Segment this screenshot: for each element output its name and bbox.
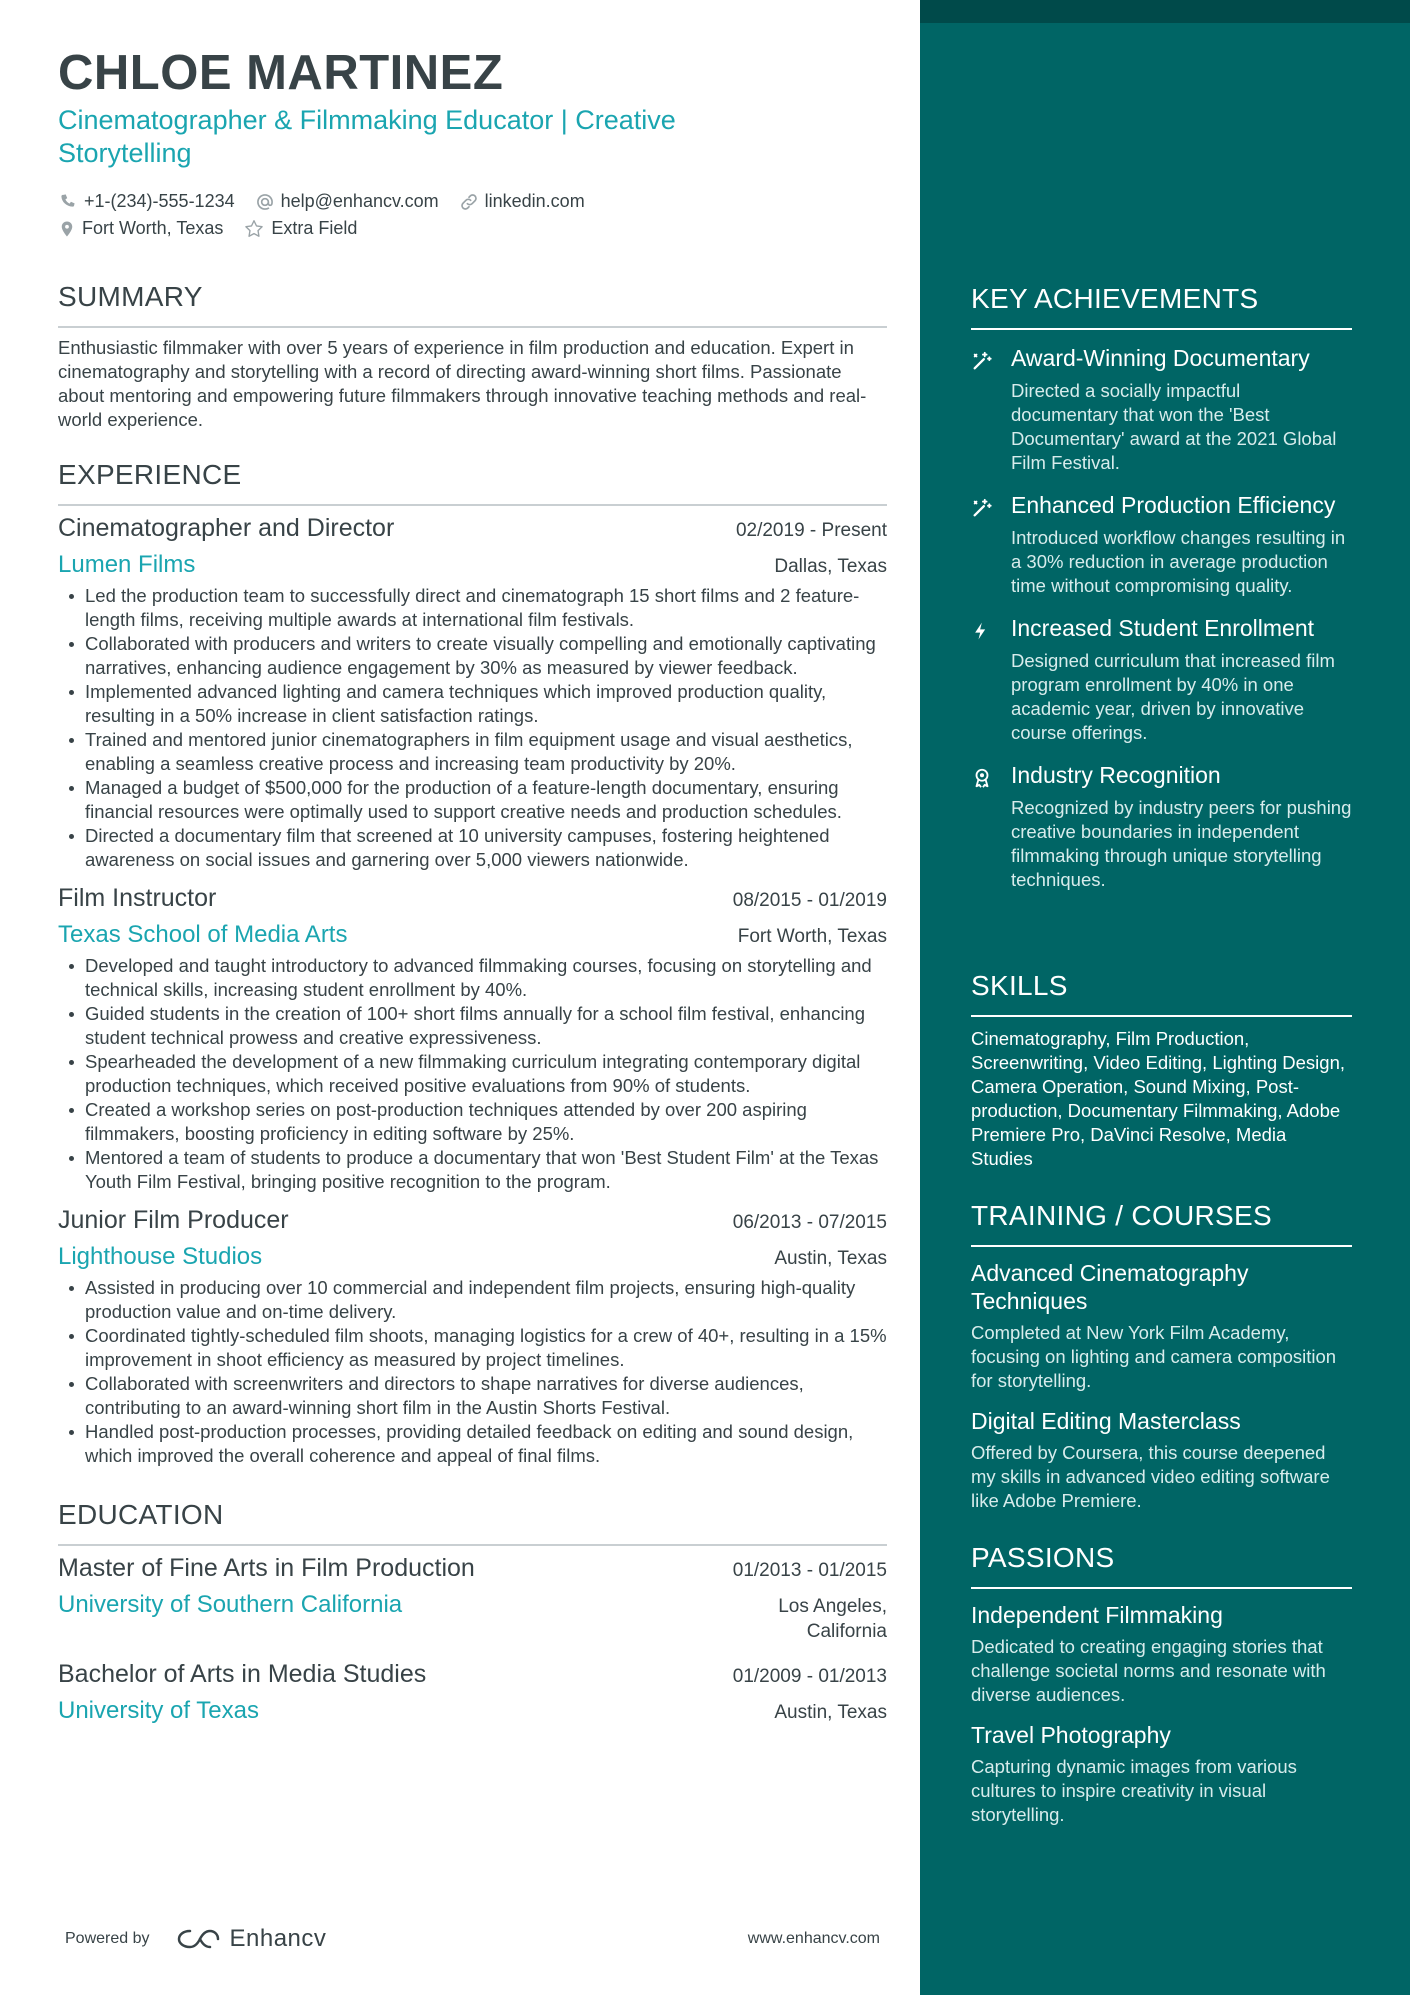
achievement-title: Industry Recognition bbox=[1011, 762, 1221, 788]
section-title-education: EDUCATION bbox=[58, 1498, 887, 1546]
phone-icon bbox=[58, 192, 78, 212]
passions-section bbox=[971, 1541, 1352, 1827]
education-entry bbox=[58, 1658, 887, 1726]
job-entry bbox=[58, 882, 887, 1194]
extra-field-contact bbox=[243, 218, 357, 240]
bullet-item: Coordinated tightly-scheduled film shoots, managing logistics for a crew of 40+, resulting in a 15% improvement in shoot efficiency as measured by project timelines. bbox=[58, 1324, 887, 1372]
job-bullets bbox=[58, 1276, 887, 1468]
summary-section bbox=[58, 280, 887, 432]
bullet-item: Mentored a team of students to produce a documentary that won 'Best Student Film' at the Texas Youth Film Festival, bringing positive recognition to the program. bbox=[58, 1146, 887, 1194]
achievement-desc: Recognized by industry peers for pushing creative boundaries in independent filmmaking through unique storytelling techniques. bbox=[1011, 797, 1352, 890]
job-header bbox=[58, 882, 887, 914]
school-name: University of Texas bbox=[58, 1697, 259, 1724]
magic-wand-icon bbox=[971, 491, 1011, 598]
bullet-item: Led the production team to successfully direct and cinematograph 15 short films and 2 feature-length films, receiving multiple awards at international film festivals. bbox=[58, 584, 887, 632]
company-name: Texas School of Media Arts bbox=[58, 921, 348, 948]
bullet-item: Spearheaded the development of a new filmmaking curriculum integrating contemporary digital production techniques, which received positive evaluations from 90% of students. bbox=[58, 1050, 887, 1098]
enhancv-logo-icon bbox=[176, 1927, 222, 1951]
education-location bbox=[778, 1594, 887, 1644]
job-title: Cinematographer and Director bbox=[58, 514, 395, 542]
brand-name: Enhancv bbox=[229, 1925, 327, 1952]
main-column bbox=[58, 44, 887, 1726]
location-text: Fort Worth, Texas bbox=[82, 218, 224, 238]
company-name: Lumen Films bbox=[58, 551, 196, 578]
phone-text: +1-(234)-555-1234 bbox=[84, 191, 235, 211]
job-date: 02/2019 - Present bbox=[735, 520, 887, 541]
link-icon bbox=[459, 192, 479, 212]
training-desc: Completed at New York Film Academy, focusing on lighting and camera composition for storytelling. bbox=[971, 1322, 1337, 1391]
education-location: Austin, Texas bbox=[774, 1702, 887, 1723]
section-title-summary: SUMMARY bbox=[58, 280, 887, 328]
candidate-name: CHLOE MARTINEZ bbox=[58, 46, 504, 100]
achievement-title: Enhanced Production Efficiency bbox=[1011, 492, 1336, 518]
job-date: 08/2015 - 01/2019 bbox=[732, 890, 887, 911]
achievement-desc: Directed a socially impactful documentary that won the 'Best Documentary' award at the 2021 Global Film Festival. bbox=[1011, 380, 1337, 473]
company-name: Lighthouse Studios bbox=[58, 1243, 263, 1270]
job-location: Fort Worth, Texas bbox=[737, 926, 887, 947]
linkedin-contact[interactable] bbox=[459, 191, 585, 212]
bullet-item: Collaborated with producers and writers to create visually compelling and emotionally captivating narratives, enhancing audience engagement by 30% as measured by viewer feedback. bbox=[58, 632, 887, 680]
training-title: Advanced Cinematography Techniques bbox=[971, 1260, 1249, 1314]
bullet-item: Trained and mentored junior cinematographers in film equipment usage and visual aesthetics, enabling a seamless creative process and increasing team productivity by 20%. bbox=[58, 728, 887, 776]
education-section bbox=[58, 1498, 887, 1726]
passion-desc: Dedicated to creating engaging stories that challenge societal norms and resonate with diverse audiences. bbox=[971, 1636, 1326, 1705]
achievement-desc: Designed curriculum that increased film program enrollment by 40% in one academic year, driven by innovative course offerings. bbox=[1011, 650, 1335, 743]
training-title: Digital Editing Masterclass bbox=[971, 1408, 1241, 1434]
website-link[interactable]: www.enhancv.com bbox=[747, 1930, 880, 1947]
bullet-item: Created a workshop series on post-production techniques attended by over 200 aspiring filmmakers, boosting proficiency in editing software by 25%. bbox=[58, 1098, 887, 1146]
skills-section bbox=[971, 969, 1352, 1171]
passion-desc: Capturing dynamic images from various cultures to inspire creativity in visual storytelling. bbox=[971, 1756, 1297, 1825]
summary-text: Enthusiastic filmmaker with over 5 years of experience in film production and education. Expert in cinematography and storytelling with a record of directing award-winning short films. Passionate about mentoring and empowering future filmmakers through innovative teaching methods and real-world experience. bbox=[58, 337, 867, 430]
passion-item bbox=[971, 1721, 1352, 1827]
training-desc: Offered by Coursera, this course deepened my skills in advanced video editing software like Adobe Premiere. bbox=[971, 1442, 1330, 1511]
bullet-item: Guided students in the creation of 100+ short films annually for a school film festival, enhancing student technical prowess and creative expressiveness. bbox=[58, 1002, 887, 1050]
footer bbox=[65, 1925, 880, 1953]
job-header bbox=[58, 1204, 887, 1236]
extra-field-text: Extra Field bbox=[271, 218, 358, 238]
training-section bbox=[971, 1199, 1352, 1513]
linkedin-text: linkedin.com bbox=[484, 191, 585, 211]
skills-text: Cinematography, Film Production, Screenwriting, Video Editing, Lighting Design, Camera Operation, Sound Mixing, Post-production, Documentary Filmmaking, Adobe Premiere Pro, DaVinci Resolve, Media Studies bbox=[971, 1028, 1345, 1169]
section-title-skills: SKILLS bbox=[971, 969, 1352, 1017]
location-line: California bbox=[806, 1621, 887, 1642]
bullet-item: Collaborated with screenwriters and directors to shape narratives for diverse audiences, contributing to an award-winning short film in the Austin Shorts Festival. bbox=[58, 1372, 887, 1420]
star-icon bbox=[243, 218, 265, 240]
contact-info bbox=[58, 188, 887, 242]
bullet-item: Directed a documentary film that screened at 10 university campuses, fostering heightened awareness on social issues and garnering over 5,000 viewers nationwide. bbox=[58, 824, 887, 872]
job-entry bbox=[58, 1204, 887, 1468]
award-ribbon-icon bbox=[971, 761, 1011, 892]
email-contact[interactable] bbox=[255, 191, 439, 212]
job-bullets bbox=[58, 584, 887, 872]
magic-wand-icon bbox=[971, 344, 1011, 475]
at-icon bbox=[255, 192, 275, 212]
education-date: 01/2013 - 01/2015 bbox=[732, 1560, 887, 1581]
education-header bbox=[58, 1552, 887, 1584]
section-title-key-achievements: KEY ACHIEVEMENTS bbox=[971, 282, 1352, 330]
experience-section bbox=[58, 458, 887, 1468]
bullet-item: Assisted in producing over 10 commercial and independent film projects, ensuring high-quality production value and on-time delivery. bbox=[58, 1276, 887, 1324]
education-header bbox=[58, 1658, 887, 1690]
achievement-item bbox=[971, 491, 1352, 598]
sidebar-top-band bbox=[920, 0, 1410, 23]
lightning-icon bbox=[971, 614, 1011, 745]
job-title: Film Instructor bbox=[58, 884, 217, 912]
location-pin-icon bbox=[58, 219, 76, 239]
degree-title: Bachelor of Arts in Media Studies bbox=[58, 1660, 427, 1688]
job-bullets bbox=[58, 954, 887, 1194]
education-subheader bbox=[58, 1590, 887, 1644]
email-text: help@enhancv.com bbox=[280, 191, 439, 211]
job-date: 06/2013 - 07/2015 bbox=[732, 1212, 887, 1233]
job-header bbox=[58, 512, 887, 544]
job-subheader bbox=[58, 550, 887, 580]
section-title-passions: PASSIONS bbox=[971, 1541, 1352, 1589]
bullet-item: Handled post-production processes, providing detailed feedback on editing and sound design, which improved the overall coherence and appeal of final films. bbox=[58, 1420, 887, 1468]
powered-by-label: Powered by bbox=[65, 1930, 150, 1947]
passion-item bbox=[971, 1601, 1352, 1707]
location-line: Los Angeles, bbox=[778, 1596, 887, 1617]
passion-title: Travel Photography bbox=[971, 1722, 1171, 1748]
achievement-item bbox=[971, 761, 1352, 892]
school-name: University of Southern California bbox=[58, 1591, 403, 1618]
achievement-item bbox=[971, 614, 1352, 745]
job-title: Junior Film Producer bbox=[58, 1206, 289, 1234]
bullet-item: Implemented advanced lighting and camera techniques which improved production quality, resulting in a 50% increase in client satisfaction ratings. bbox=[58, 680, 887, 728]
powered-by bbox=[65, 1925, 326, 1953]
achievement-item bbox=[971, 344, 1352, 475]
headline: Cinematographer & Filmmaking Educator | Creative Storytelling bbox=[58, 105, 676, 168]
section-title-training: TRAINING / COURSES bbox=[971, 1199, 1352, 1247]
key-achievements-section bbox=[971, 282, 1352, 892]
phone-contact[interactable] bbox=[58, 191, 235, 212]
job-location: Dallas, Texas bbox=[774, 556, 887, 577]
contact-row bbox=[58, 215, 887, 242]
section-title-experience: EXPERIENCE bbox=[58, 458, 887, 506]
education-entry bbox=[58, 1552, 887, 1644]
bullet-item: Developed and taught introductory to advanced filmmaking courses, focusing on storytelling and technical skills, increasing student enrollment by 40%. bbox=[58, 954, 887, 1002]
location-contact bbox=[58, 218, 223, 239]
contact-row bbox=[58, 188, 887, 215]
achievement-desc: Introduced workflow changes resulting in a 30% reduction in average production time without compromising quality. bbox=[1011, 527, 1346, 596]
degree-title: Master of Fine Arts in Film Production bbox=[58, 1554, 475, 1582]
passion-title: Independent Filmmaking bbox=[971, 1602, 1223, 1628]
job-subheader bbox=[58, 920, 887, 950]
training-item bbox=[971, 1407, 1352, 1513]
training-item bbox=[971, 1259, 1352, 1393]
education-subheader bbox=[58, 1696, 887, 1726]
achievement-title: Award-Winning Documentary bbox=[1011, 345, 1310, 371]
bullet-item: Managed a budget of $500,000 for the production of a feature-length documentary, ensuring financial resources were optimally used to support creative needs and production schedules. bbox=[58, 776, 887, 824]
achievement-title: Increased Student Enrollment bbox=[1011, 615, 1315, 641]
education-date: 01/2009 - 01/2013 bbox=[732, 1666, 887, 1687]
job-location: Austin, Texas bbox=[774, 1248, 887, 1269]
job-entry bbox=[58, 512, 887, 872]
job-subheader bbox=[58, 1242, 887, 1272]
